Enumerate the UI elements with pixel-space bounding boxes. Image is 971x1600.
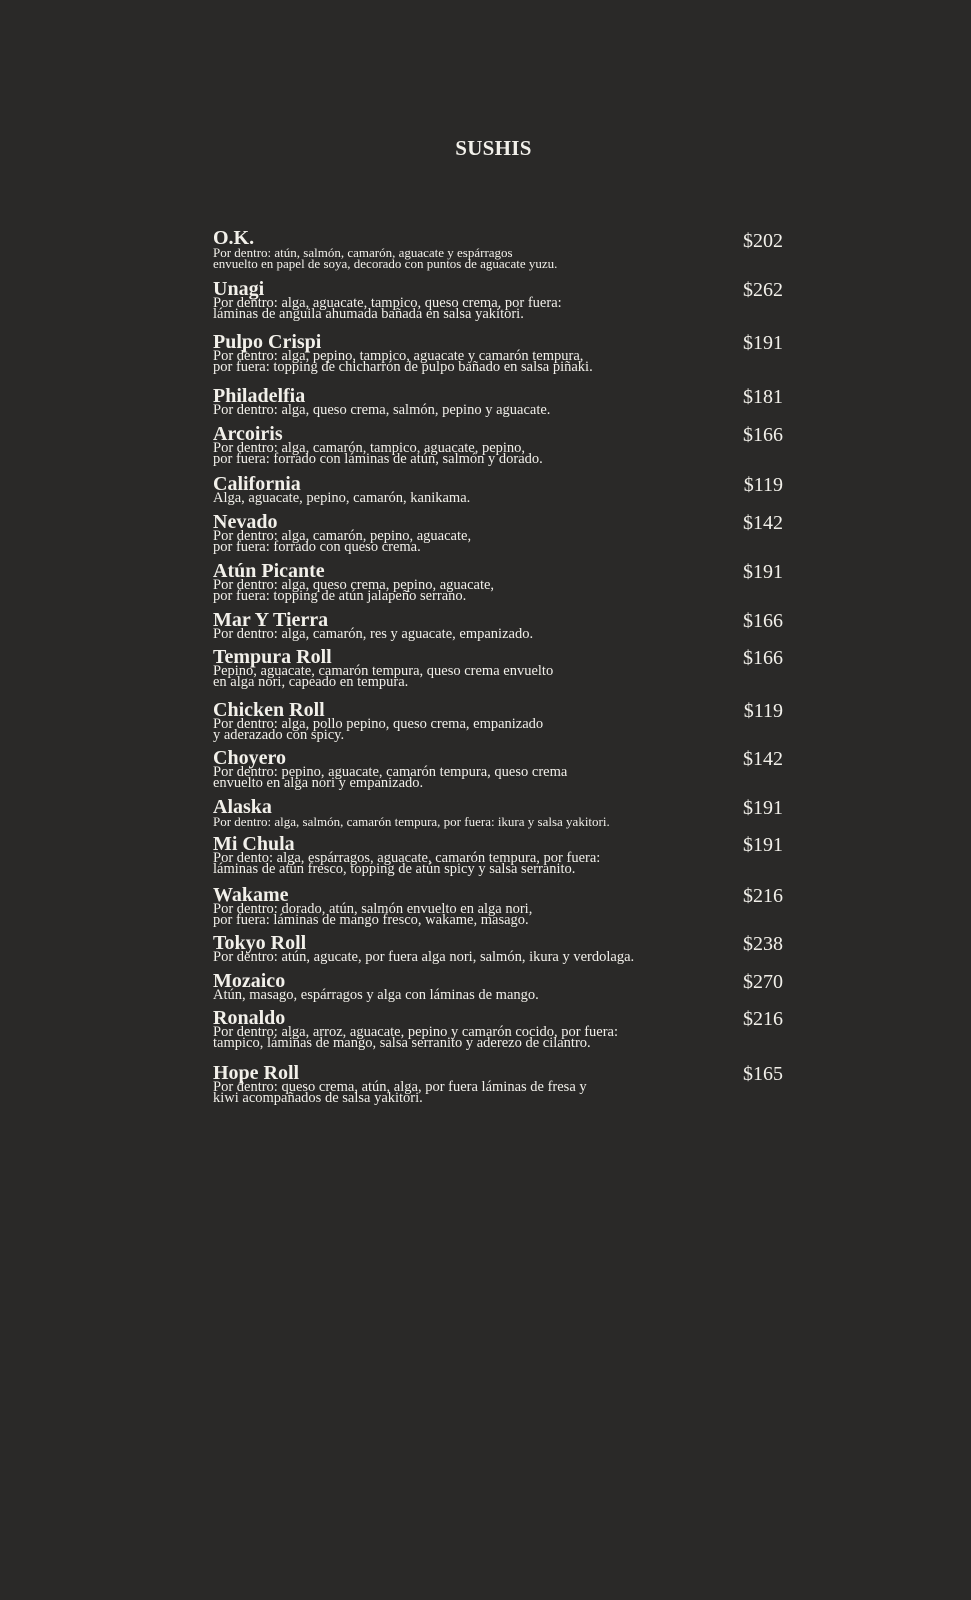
item-name: Wakame bbox=[213, 884, 289, 906]
item-price: $166 bbox=[743, 610, 783, 632]
item-description: Por dentro: dorado, atún, salmón envuelto en alga nori, por fuera: láminas de mango fresco, wakame, masago. bbox=[213, 901, 533, 928]
item-name: Atún Picante bbox=[213, 560, 325, 582]
item-description: Por dentro: alga, camarón, pepino, aguacate, por fuera: forrado con queso crema. bbox=[213, 528, 472, 555]
menu-item bbox=[213, 475, 783, 504]
item-name: Arcoiris bbox=[213, 423, 283, 445]
item-price: $216 bbox=[743, 885, 783, 907]
item-price: $191 bbox=[743, 332, 783, 354]
menu-item bbox=[213, 1009, 783, 1049]
item-price: $119 bbox=[743, 474, 783, 496]
item-price: $191 bbox=[743, 561, 783, 583]
item-price: $142 bbox=[743, 512, 783, 534]
item-description: Por dentro: alga, salmón, camarón tempura, por fuera: ikura y salsa yakitori. bbox=[213, 814, 610, 829]
menu-item bbox=[213, 701, 783, 741]
item-name: Hope Roll bbox=[213, 1062, 300, 1084]
menu-item bbox=[213, 972, 783, 1001]
item-price: $166 bbox=[743, 424, 783, 446]
item-price: $216 bbox=[743, 1008, 783, 1030]
item-description: Por dentro: alga, queso crema, salmón, pepino y aguacate. bbox=[213, 402, 551, 418]
menu-item bbox=[213, 425, 783, 465]
item-name: California bbox=[213, 473, 301, 495]
item-price: $238 bbox=[743, 933, 783, 955]
menu-item bbox=[213, 562, 783, 602]
item-price: $191 bbox=[743, 797, 783, 819]
item-name: Unagi bbox=[213, 278, 265, 300]
item-price: $270 bbox=[743, 971, 783, 993]
page-title: SUSHIS bbox=[455, 136, 532, 160]
item-price: $181 bbox=[743, 386, 783, 408]
menu-item bbox=[213, 229, 783, 269]
item-name: Mi Chula bbox=[213, 833, 295, 855]
item-name: Tokyo Roll bbox=[213, 932, 307, 954]
menu-item bbox=[213, 749, 783, 789]
menu-item bbox=[213, 798, 783, 827]
item-description: Por dentro: alga, camarón, res y aguacate, empanizado. bbox=[213, 626, 534, 642]
item-description: Por dentro: alga, pepino, tampico, aguacate y camarón tempura, por fuera: topping de chicharrón de pulpo bañado en salsa piñaki. bbox=[213, 348, 593, 375]
item-description: Por dentro: atún, agucate, por fuera alga nori, salmón, ikura y verdolaga. bbox=[213, 949, 635, 965]
item-name: O.K. bbox=[213, 227, 255, 249]
menu-item bbox=[213, 1064, 783, 1104]
item-description: Por dentro: alga, camarón, tampico, aguacate, pepino, por fuera: forrado con láminas de atún, salmón y dorado. bbox=[213, 440, 543, 467]
item-name: Nevado bbox=[213, 511, 278, 533]
menu-item bbox=[213, 333, 783, 373]
item-description: Por dento: alga, espárragos, aguacate, camarón tempura, por fuera: láminas de atún fresco, topping de atún spicy y salsa serranito. bbox=[213, 850, 601, 877]
item-price: $119 bbox=[743, 700, 783, 722]
item-name: Alaska bbox=[213, 796, 272, 818]
item-description: Por dentro: alga, pollo pepino, queso crema, empanizado y aderazado con spicy. bbox=[213, 716, 544, 743]
menu-item bbox=[213, 513, 783, 553]
item-price: $142 bbox=[743, 748, 783, 770]
item-name: Tempura Roll bbox=[213, 646, 332, 668]
item-description: Por dentro: alga, queso crema, pepino, aguacate, por fuera: topping de atún jalapeño serrano. bbox=[213, 577, 495, 604]
item-description: Pepino, aguacate, camarón tempura, queso crema envuelto en alga nori, capeado en tempura. bbox=[213, 663, 554, 690]
item-price: $166 bbox=[743, 647, 783, 669]
menu-item bbox=[213, 387, 783, 416]
item-description: Por dentro: pepino, aguacate, camarón tempura, queso crema envuelto en alga nori y empanizado. bbox=[213, 764, 568, 791]
item-name: Mar Y Tierra bbox=[213, 609, 329, 631]
menu-item bbox=[213, 611, 783, 640]
menu-item bbox=[213, 280, 783, 320]
item-name: Mozaico bbox=[213, 970, 286, 992]
item-price: $191 bbox=[743, 834, 783, 856]
item-description: Por dentro: queso crema, atún, alga, por fuera láminas de fresa y kiwi acompañados de salsa yakitori. bbox=[213, 1079, 587, 1106]
item-price: $165 bbox=[743, 1063, 783, 1085]
item-price: $202 bbox=[743, 230, 783, 252]
item-description: Por dentro: atún, salmón, camarón, aguacate y espárragos envuelto en papel de soya, decorado con puntos de aguacate yuzu. bbox=[213, 245, 558, 271]
item-name: Ronaldo bbox=[213, 1007, 286, 1029]
item-name: Choyero bbox=[213, 747, 286, 769]
item-description: Por dentro: alga, aguacate, tampico, queso crema, por fuera: láminas de anguila ahumada bañada en salsa yakitori. bbox=[213, 295, 562, 322]
item-name: Chicken Roll bbox=[213, 699, 325, 721]
menu-item bbox=[213, 886, 783, 926]
item-name: Pulpo Crispi bbox=[213, 331, 322, 353]
item-description: Por dentro: alga, arroz, aguacate, pepino y camarón cocido, por fuera: tampico, láminas de mango, salsa serranito y aderezo de cilantro. bbox=[213, 1024, 619, 1051]
menu-item bbox=[213, 835, 783, 875]
item-price: $262 bbox=[743, 279, 783, 301]
item-name: Philadelfia bbox=[213, 385, 306, 407]
item-description: Atún, masago, espárragos y alga con láminas de mango. bbox=[213, 987, 539, 1003]
menu-item bbox=[213, 648, 783, 688]
menu-item bbox=[213, 934, 783, 963]
item-description: Alga, aguacate, pepino, camarón, kanikama. bbox=[213, 490, 471, 506]
